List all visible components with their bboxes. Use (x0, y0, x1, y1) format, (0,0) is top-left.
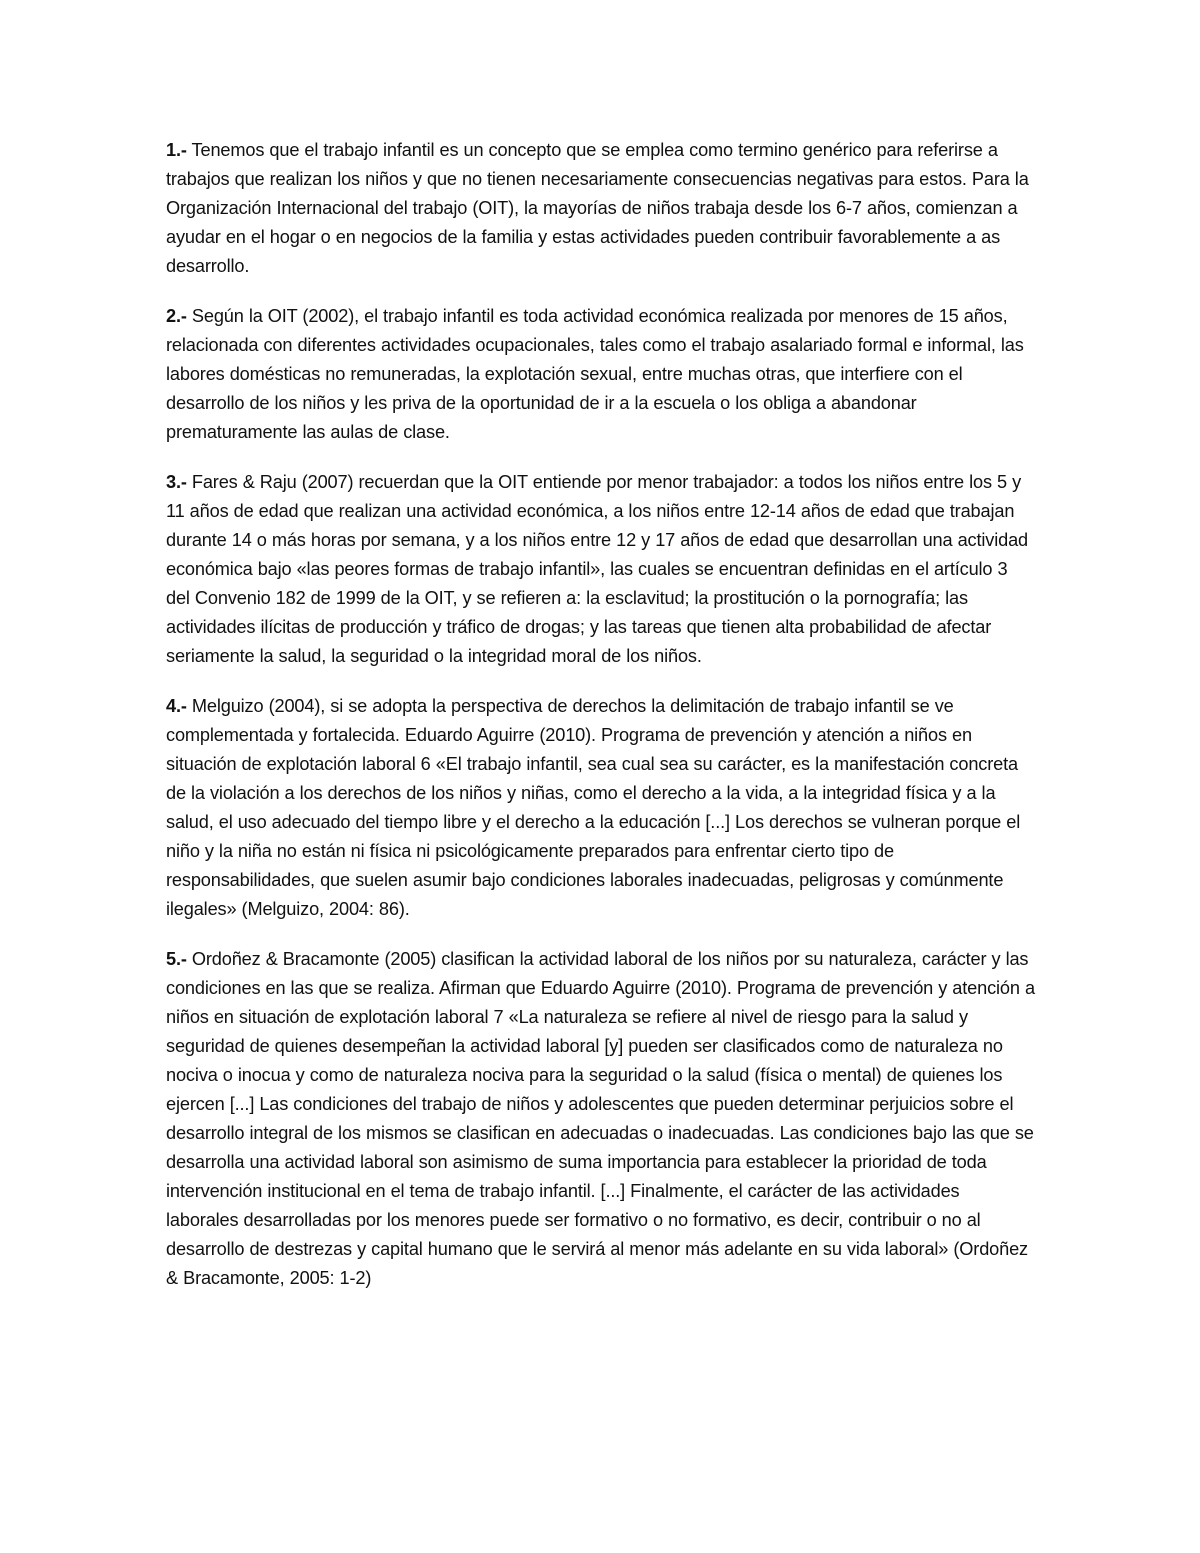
paragraph-5 (166, 945, 1036, 1293)
paragraph-text: Según la OIT (2002), el trabajo infantil es toda actividad económica realizada por menores de 15 años, relacionada con diferentes actividades ocupacionales, tales como el trabajo asalariado formal e informal, las labores domésticas no remuneradas, la explotación sexual, entre muchas otras, que interfiere con el desarrollo de los niños y les priva de la oportunidad de ir a la escuela o los obliga a abandonar prematuramente las aulas de clase. (166, 306, 1024, 442)
paragraph-2 (166, 302, 1036, 447)
paragraph-text: Melguizo (2004), si se adopta la perspectiva de derechos la delimitación de trabajo infantil se ve complementada y fortalecida. Eduardo Aguirre (2010). Programa de prevención y atención a niños en situación de explotación laboral 6 «El trabajo infantil, sea cual sea su carácter, es la manifestación concreta de la violación a los derechos de los niños y niñas, como el derecho a la vida, a la integridad física y a la salud, el uso adecuado del tiempo libre y el derecho a la educación [...] Los derechos se vulneran porque el niño y la niña no están ni física ni psicológicamente preparados para enfrentar cierto tipo de responsabilidades, que suelen asumir bajo condiciones laborales inadecuadas, peligrosas y comúnmente ilegales» (Melguizo, 2004: 86). (166, 696, 1021, 919)
paragraph-number: 5.- (166, 949, 187, 969)
paragraph-number: 1.- (166, 140, 187, 160)
paragraph-text: Ordoñez & Bracamonte (2005) clasifican la actividad laboral de los niños por su naturaleza, carácter y las condiciones en las que se realiza. Afirman que Eduardo Aguirre (2010). Programa de prevención y atención a niños en situación de explotación laboral 7 «La naturaleza se refiere al nivel de riesgo para la salud y seguridad de quienes desempeñan la actividad laboral [y] pueden ser clasificados como de naturaleza no nociva o inocua y como de naturaleza nociva para la seguridad o la salud (física o mental) de quienes los ejercen [...] Las condiciones del trabajo de niños y adolescentes que pueden determinar perjuicios sobre el desarrollo integral de los mismos se clasifican en adecuadas o inadecuadas. Las condiciones bajo las que se desarrolla una actividad laboral son asimismo de suma importancia para establecer la prioridad de toda intervención institucional en el tema de trabajo infantil. [...] Finalmente, el carácter de las actividades laborales desarrolladas por los menores puede ser formativo o no formativo, es decir, contribuir o no al desarrollo de destrezas y capital humano que le servirá al menor más adelante en su vida laboral» (Ordoñez & Bracamonte, 2005: 1-2) (166, 949, 1035, 1288)
paragraph-3 (166, 468, 1036, 671)
document-page (166, 136, 1036, 1314)
paragraph-number: 2.- (166, 306, 187, 326)
paragraph-1 (166, 136, 1036, 281)
paragraph-4 (166, 692, 1036, 924)
paragraph-text: Tenemos que el trabajo infantil es un concepto que se emplea como termino genérico para referirse a trabajos que realizan los niños y que no tienen necesariamente consecuencias negativas para estos. Para la Organización Internacional del trabajo (OIT), la mayorías de niños trabaja desde los 6-7 años, comienzan a ayudar en el hogar o en negocios de la familia y estas actividades pueden contribuir favorablemente a as desarrollo. (166, 140, 1029, 276)
paragraph-number: 4.- (166, 696, 187, 716)
paragraph-text: Fares & Raju (2007) recuerdan que la OIT entiende por menor trabajador: a todos los niños entre los 5 y 11 años de edad que realizan una actividad económica, a los niños entre 12-14 años de edad que trabajan durante 14 o más horas por semana, y a los niños entre 12 y 17 años de edad que desarrollan una actividad económica bajo «las peores formas de trabajo infantil», las cuales se encuentran definidas en el artículo 3 del Convenio 182 de 1999 de la OIT, y se refieren a: la esclavitud; la prostitución o la pornografía; las actividades ilícitas de producción y tráfico de drogas; y las tareas que tienen alta probabilidad de afectar seriamente la salud, la seguridad o la integridad moral de los niños. (166, 472, 1029, 666)
paragraph-number: 3.- (166, 472, 187, 492)
